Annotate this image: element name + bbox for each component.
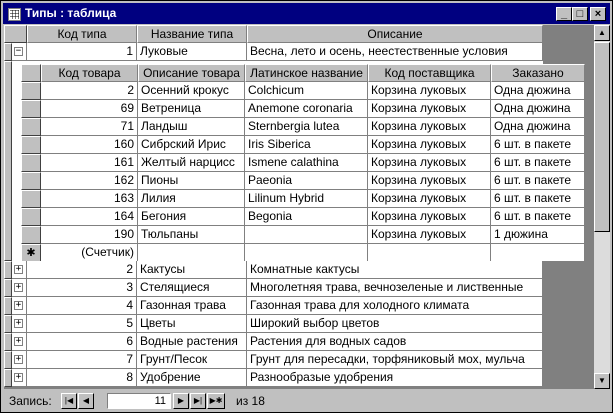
ordered-cell[interactable]: Одна дюжина xyxy=(491,118,585,136)
ordered-cell[interactable]: 6 шт. в пакете xyxy=(491,136,585,154)
supplier-cell[interactable]: Корзина луковых xyxy=(368,82,491,100)
product-desc-cell[interactable]: Ветреница xyxy=(138,100,245,118)
collapse-minus-icon[interactable]: − xyxy=(15,46,22,56)
type-id-cell[interactable]: 1 xyxy=(27,43,137,61)
ordered-cell[interactable]: Одна дюжина xyxy=(491,100,585,118)
product-id-cell[interactable]: 71 xyxy=(41,118,138,136)
row-selector[interactable] xyxy=(4,279,12,297)
type-id-cell[interactable]: 7 xyxy=(27,351,137,369)
expand-plus-icon[interactable]: + xyxy=(15,318,22,328)
expand-plus-icon[interactable]: + xyxy=(15,354,22,364)
vertical-scrollbar[interactable] xyxy=(594,25,610,389)
product-id-cell[interactable]: 162 xyxy=(41,172,138,190)
product-desc-cell[interactable]: Осенний крокус xyxy=(138,82,245,100)
row-selector[interactable] xyxy=(4,333,12,351)
type-name-cell[interactable]: Водные растения xyxy=(137,333,247,351)
sub-col-header[interactable]: Код поставщика xyxy=(368,64,491,82)
expander-cell[interactable] xyxy=(12,297,27,315)
expander-cell[interactable] xyxy=(12,333,27,351)
last-record-icon[interactable]: ▶| xyxy=(190,393,206,409)
supplier-cell[interactable]: Корзина луковых xyxy=(368,118,491,136)
supplier-cell[interactable]: Корзина луковых xyxy=(368,208,491,226)
expander-cell[interactable] xyxy=(12,43,27,61)
new-record-icon[interactable]: ▶✱ xyxy=(207,393,225,409)
row-selector[interactable] xyxy=(21,100,41,118)
description-cell[interactable]: Широкий выбор цветов xyxy=(247,315,543,333)
window-title: Типы : таблица xyxy=(25,6,117,20)
sub-col-header[interactable]: Код товара xyxy=(41,64,138,82)
type-id-cell[interactable]: 5 xyxy=(27,315,137,333)
product-desc-cell[interactable]: Пионы xyxy=(138,172,245,190)
type-name-cell[interactable]: Стелящиеся xyxy=(137,279,247,297)
row-selector[interactable] xyxy=(21,154,41,172)
expand-plus-icon[interactable]: + xyxy=(15,372,22,382)
type-name-cell[interactable]: Удобрение xyxy=(137,369,247,387)
product-id-cell[interactable]: 164 xyxy=(41,208,138,226)
new-record-marker-icon[interactable]: ✱ xyxy=(21,244,41,262)
col-header-description[interactable]: Описание xyxy=(247,25,543,43)
row-selector[interactable] xyxy=(21,190,41,208)
maximize-button[interactable]: □ xyxy=(572,7,588,21)
latin-name-cell[interactable]: Ismene calathina xyxy=(245,154,368,172)
description-cell[interactable]: Многолетняя трава, вечнозеленые и лиственные xyxy=(247,279,543,297)
row-selector[interactable] xyxy=(4,315,12,333)
description-cell[interactable]: Весна, лето и осень, неестественные условия xyxy=(247,43,543,61)
type-name-cell[interactable]: Луковые xyxy=(137,43,247,61)
record-label: Запись: xyxy=(9,394,52,408)
latin-name-cell[interactable]: Anemone coronaria xyxy=(245,100,368,118)
row-selector[interactable] xyxy=(21,226,41,244)
ordered-cell[interactable]: Одна дюжина xyxy=(491,82,585,100)
row-selector[interactable] xyxy=(4,351,12,369)
product-desc-cell[interactable]: Сибрский Ирис xyxy=(138,136,245,154)
expand-plus-icon[interactable]: + xyxy=(15,300,22,310)
product-id-cell[interactable]: 163 xyxy=(41,190,138,208)
scroll-down-arrow-icon[interactable]: ▼ xyxy=(594,373,610,389)
type-name-cell[interactable]: Цветы xyxy=(137,315,247,333)
supplier-cell[interactable]: Корзина луковых xyxy=(368,172,491,190)
description-cell[interactable]: Газонная трава для холодного климата xyxy=(247,297,543,315)
supplier-cell[interactable]: Корзина луковых xyxy=(368,190,491,208)
col-header-type-name[interactable]: Название типа xyxy=(137,25,247,43)
ordered-cell[interactable]: 6 шт. в пакете xyxy=(491,208,585,226)
expander-cell[interactable] xyxy=(12,315,27,333)
sub-select-all-button[interactable] xyxy=(21,64,41,82)
supplier-cell[interactable]: Корзина луковых xyxy=(368,226,491,244)
description-cell[interactable]: Растения для водных садов xyxy=(247,333,543,351)
type-id-cell[interactable]: 3 xyxy=(27,279,137,297)
row-selector[interactable] xyxy=(21,118,41,136)
record-count: из 18 xyxy=(236,394,265,408)
latin-name-cell[interactable]: Colchicum xyxy=(245,82,368,100)
record-navigation-bar xyxy=(3,391,610,410)
ordered-cell[interactable]: 6 шт. в пакете xyxy=(491,154,585,172)
latin-name-cell[interactable] xyxy=(245,226,368,244)
expander-cell[interactable] xyxy=(12,351,27,369)
scrollbar-thumb[interactable] xyxy=(594,42,610,232)
latin-name-cell[interactable]: Begonia xyxy=(245,208,368,226)
supplier-cell[interactable]: Корзина луковых xyxy=(368,100,491,118)
ordered-cell[interactable]: 6 шт. в пакете xyxy=(491,172,585,190)
type-id-cell[interactable]: 8 xyxy=(27,369,137,387)
product-desc-cell[interactable]: Тюльпаны xyxy=(138,226,245,244)
type-id-cell[interactable]: 4 xyxy=(27,297,137,315)
datasheet-icon xyxy=(8,8,21,21)
type-name-cell[interactable]: Газонная трава xyxy=(137,297,247,315)
expander-cell[interactable] xyxy=(12,261,27,279)
type-id-cell[interactable]: 2 xyxy=(27,261,137,279)
sub-col-header[interactable]: Латинское название xyxy=(245,64,368,82)
row-selector[interactable] xyxy=(21,172,41,190)
product-id-cell[interactable]: 69 xyxy=(41,100,138,118)
product-desc-cell[interactable]: Ландыш xyxy=(138,118,245,136)
product-id-cell[interactable]: 161 xyxy=(41,154,138,172)
latin-name-cell[interactable]: Sternbergia lutea xyxy=(245,118,368,136)
description-cell[interactable]: Комнатные кактусы xyxy=(247,261,543,279)
previous-record-icon[interactable]: ◀ xyxy=(78,393,94,409)
product-desc-cell[interactable]: Желтый нарцисс xyxy=(138,154,245,172)
supplier-cell[interactable]: Корзина луковых xyxy=(368,136,491,154)
product-desc-cell[interactable]: Бегония xyxy=(138,208,245,226)
sub-col-header[interactable]: Описание товара xyxy=(138,64,245,82)
row-selector[interactable] xyxy=(21,208,41,226)
scroll-up-arrow-icon[interactable]: ▲ xyxy=(594,25,610,41)
row-selector[interactable] xyxy=(4,297,12,315)
type-id-cell[interactable]: 6 xyxy=(27,333,137,351)
row-selector[interactable] xyxy=(4,369,12,387)
row-selector[interactable] xyxy=(21,82,41,100)
expander-cell[interactable] xyxy=(12,279,27,297)
description-cell[interactable]: Разнообразые удобрения xyxy=(247,369,543,387)
empty-cell[interactable] xyxy=(245,244,368,262)
next-record-icon[interactable]: ▶ xyxy=(173,393,189,409)
expand-plus-icon[interactable]: + xyxy=(15,336,22,346)
datasheet-grid xyxy=(4,25,594,389)
row-selector[interactable] xyxy=(21,136,41,154)
latin-name-cell[interactable]: Paeonia xyxy=(245,172,368,190)
product-id-cell[interactable]: 160 xyxy=(41,136,138,154)
ordered-cell[interactable]: 1 дюжина xyxy=(491,226,585,244)
row-selector[interactable] xyxy=(4,61,12,261)
col-header-type-id[interactable]: Код типа xyxy=(27,25,137,43)
record-number-field[interactable]: 11 xyxy=(107,393,171,409)
row-selector[interactable] xyxy=(4,43,12,61)
minimize-button[interactable]: _ xyxy=(556,7,572,21)
first-record-icon[interactable]: |◀ xyxy=(61,393,77,409)
latin-name-cell[interactable]: Lilinum Hybrid xyxy=(245,190,368,208)
empty-cell[interactable] xyxy=(368,244,491,262)
supplier-cell[interactable]: Корзина луковых xyxy=(368,154,491,172)
row-selector[interactable] xyxy=(4,261,12,279)
expand-plus-icon[interactable]: + xyxy=(15,282,22,292)
type-name-cell[interactable]: Грунт/Песок xyxy=(137,351,247,369)
title-bar[interactable] xyxy=(3,3,610,24)
expand-plus-icon[interactable]: + xyxy=(15,264,22,274)
type-name-cell[interactable]: Кактусы xyxy=(137,261,247,279)
close-button[interactable]: × xyxy=(590,7,606,21)
description-cell[interactable]: Грунт для пересадки, торфяниковый мох, мульча xyxy=(247,351,543,369)
sub-col-header[interactable]: Заказано xyxy=(491,64,585,82)
expander-cell[interactable] xyxy=(12,369,27,387)
product-id-cell[interactable]: 2 xyxy=(41,82,138,100)
product-desc-cell[interactable]: Лилия xyxy=(138,190,245,208)
autonumber-cell[interactable]: (Счетчик) xyxy=(41,244,138,262)
select-all-button[interactable] xyxy=(4,25,27,43)
latin-name-cell[interactable]: Iris Siberica xyxy=(245,136,368,154)
empty-cell[interactable] xyxy=(491,244,585,262)
empty-cell[interactable] xyxy=(138,244,245,262)
product-id-cell[interactable]: 190 xyxy=(41,226,138,244)
ordered-cell[interactable]: 6 шт. в пакете xyxy=(491,190,585,208)
